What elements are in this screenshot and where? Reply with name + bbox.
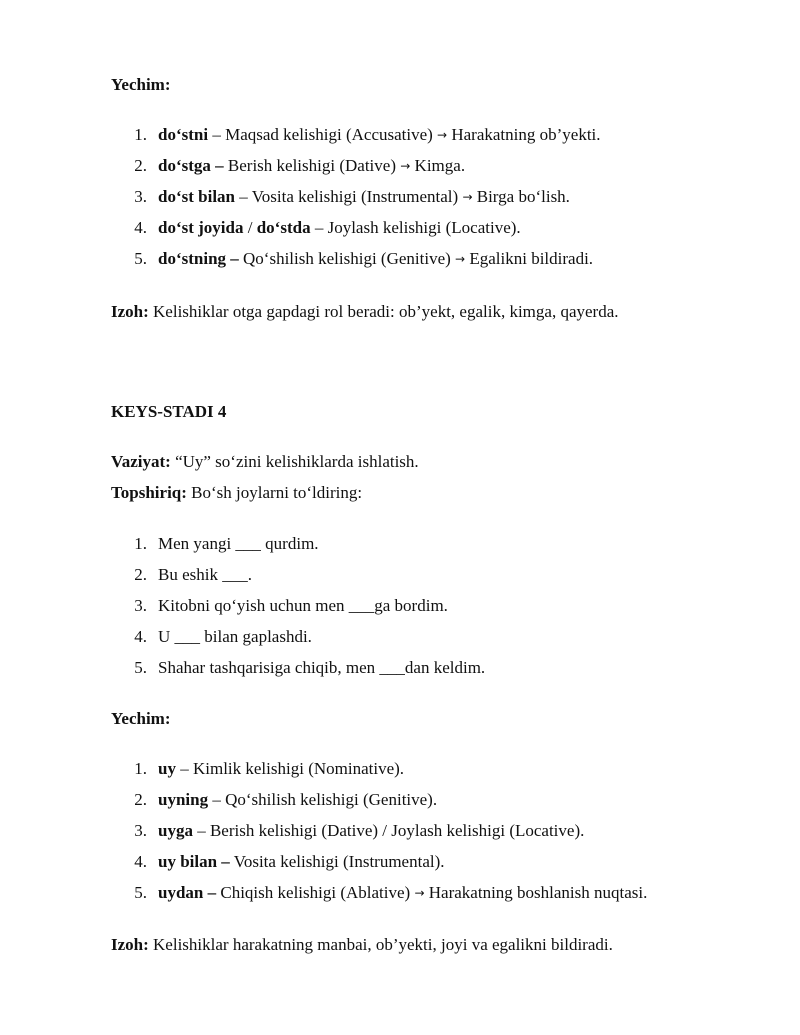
list-item: 5. do‘stning – Qo‘shilish kelishigi (Genitive) → Egalikni bildiradi. — [134, 249, 594, 268]
arrow-icon: → — [437, 128, 448, 142]
list-item: 4. U ___ bilan gaplashdi. — [134, 627, 312, 646]
list-item: 1. do‘stni – Maqsad kelishigi (Accusative) → Harakatning ob’yekti. — [134, 125, 601, 144]
list-item: 2. Bu eshik ___. — [134, 565, 252, 584]
arrow-icon: → — [455, 252, 466, 266]
list-item: 5. Shahar tashqarisiga chiqib, men ___dan keldim. — [134, 658, 486, 677]
arrow-icon: → — [400, 159, 411, 173]
situation: Vaziyat: “Uy” so‘zini kelishiklarda ishlatish. — [111, 452, 419, 471]
solution-heading-1: Yechim: — [111, 75, 171, 94]
list-item: 5. uydan – Chiqish kelishigi (Ablative) → Harakatning boshlanish nuqtasi. — [134, 883, 648, 902]
note-1: Izoh: Kelishiklar otga gapdagi rol beradi: ob’yekt, egalik, kimga, qayerda. — [111, 302, 619, 321]
arrow-icon: → — [414, 886, 425, 900]
list-item: 2. uyning – Qo‘shilish kelishigi (Genitive). — [134, 790, 438, 809]
task: Topshiriq: Bo‘sh joylarni to‘ldiring: — [111, 483, 363, 502]
arrow-icon: → — [462, 190, 473, 204]
list-item: 1. uy – Kimlik kelishigi (Nominative). — [134, 759, 405, 778]
exercise-list — [111, 534, 485, 689]
list-item: 4. do‘st joyida / do‘stda – Joylash kelishigi (Locative). — [134, 218, 521, 237]
list-item: 2. do‘stga – Berish kelishigi (Dative) → Kimga. — [134, 156, 466, 175]
list-item: 1. Men yangi ___ qurdim. — [134, 534, 319, 553]
case-title: KEYS-STADI 4 — [111, 402, 227, 421]
solution-heading-2: Yechim: — [111, 709, 171, 728]
solution-list-2 — [111, 759, 647, 914]
list-item: 3. uyga – Berish kelishigi (Dative) / Joylash kelishigi (Locative). — [134, 821, 585, 840]
list-item: 3. Kitobni qo‘yish uchun men ___ga bordim. — [134, 596, 448, 615]
note-2: Izoh: Kelishiklar harakatning manbai, ob’yekti, joyi va egalikni bildiradi. — [111, 935, 613, 954]
list-item: 4. uy bilan – Vosita kelishigi (Instrumental). — [134, 852, 445, 871]
solution-list-1 — [111, 125, 601, 280]
list-item: 3. do‘st bilan – Vosita kelishigi (Instrumental) → Birga bo‘lish. — [134, 187, 570, 206]
